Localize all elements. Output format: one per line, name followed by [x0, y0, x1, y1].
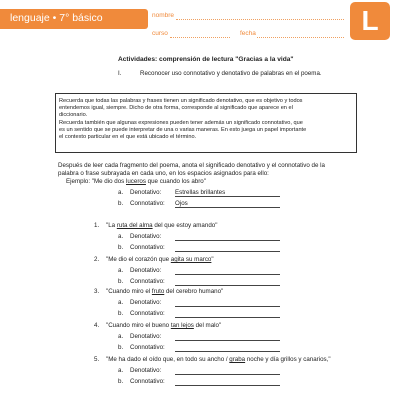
example-connotative-answer: Ojos [175, 200, 188, 207]
underlined-phrase: agita su marco [170, 256, 212, 263]
name-field[interactable] [176, 19, 344, 20]
answer-letter: b. [118, 244, 124, 251]
connotative-answer-line[interactable] [175, 285, 280, 286]
answer-letter: a. [118, 233, 124, 240]
label-a: a. [118, 189, 124, 196]
denotative-answer-line[interactable] [175, 274, 280, 275]
answer-letter: a. [118, 267, 124, 274]
connotative-answer-line[interactable] [175, 317, 280, 318]
course-label: curso [152, 30, 168, 37]
exercise-number: 3. [94, 288, 100, 295]
connotative-answer-line[interactable] [175, 385, 280, 386]
prompt-text: "Me dio el corazón que [106, 256, 171, 263]
denotative-label: Denotativo: [130, 367, 162, 374]
reminder-line: Recuerda también que algunas expresiones pueden tener además un significado connotativo, que [59, 119, 303, 126]
name-label: nombre [152, 12, 175, 19]
answer-letter: b. [118, 344, 124, 351]
answer-letter: b. [118, 310, 124, 317]
exercise-prompt [94, 288, 223, 296]
exercise-number: 5. [94, 356, 100, 363]
prompt-text: "La [106, 222, 117, 229]
prompt-text: del que estoy amando" [152, 222, 218, 229]
connotative-answer-line[interactable] [175, 251, 280, 252]
prompt-text: "Cuando miro el bueno [106, 322, 171, 329]
exercise-prompt [94, 322, 221, 330]
underlined-phrase: fruto [151, 288, 165, 295]
reminder-line: Recuerda que todas las palabras y frases tienen un significado denotativo, que es objetivo y todos [59, 98, 303, 104]
subject-grade-label [10, 12, 103, 24]
reminder-line: es un sentido que se puede interpretar de una o varias maneras. En esto juega un papel importante [59, 126, 307, 133]
underlined-phrase: tan lejos [170, 322, 194, 329]
prompt-text: "Me ha dado el oído que, en todo su ancho / [106, 356, 230, 363]
prompt-text: del cerebro humano" [164, 288, 224, 295]
example-denotative-line [175, 196, 280, 197]
connotative-label: Connotativo: [130, 378, 165, 385]
date-field[interactable] [257, 37, 344, 38]
subject-band [0, 9, 148, 29]
denotative-label: Denotativo: [130, 189, 162, 196]
example-text [66, 178, 206, 186]
exercise-prompt [94, 256, 214, 264]
section-instruction: Reconocer uso connotativo y denotativo de palabras en el poema. [140, 70, 322, 77]
connotative-label: Connotativo: [130, 310, 165, 317]
denotative-answer-line[interactable] [175, 340, 280, 341]
denotative-answer-line[interactable] [175, 374, 280, 375]
prompt-text: "Cuando miro el [106, 288, 152, 295]
label-b: b. [118, 200, 124, 207]
denotative-label: Denotativo: [130, 333, 162, 340]
reminder-box [55, 93, 357, 153]
separator-bullet: • [52, 12, 57, 24]
activity-title: Actividades: comprensión de lectura "Gracias a la vida" [118, 56, 294, 63]
denotative-label: Denotativo: [130, 299, 162, 306]
exercise-number: 4. [94, 322, 100, 329]
connotative-label: Connotativo: [130, 344, 165, 351]
connotative-label: Connotativo: [130, 200, 165, 207]
example-suffix: que cuando los abro" [145, 178, 206, 185]
logo-letter: L [361, 5, 379, 36]
connotative-answer-line[interactable] [175, 351, 280, 352]
denotative-answer-line[interactable] [175, 240, 280, 241]
answer-letter: b. [118, 378, 124, 385]
prompt-text: del malo" [193, 322, 222, 329]
intro-line: palabra o frase subrayada en cada uno, en los espacios asignados para ello: [58, 170, 269, 177]
exercise-number: 2. [94, 256, 100, 263]
answer-letter: a. [118, 367, 124, 374]
grade-label: 7° básico [59, 12, 103, 24]
date-label: fecha [240, 30, 256, 37]
reminder-line: diccionario. [59, 112, 88, 119]
subject-logo [350, 2, 390, 40]
denotative-label: Denotativo: [130, 267, 162, 274]
answer-letter: a. [118, 333, 124, 340]
underlined-phrase: graba [229, 356, 246, 363]
denotative-label: Denotativo: [130, 233, 162, 240]
underlined-phrase: ruta del alma [116, 222, 153, 229]
course-field[interactable] [170, 37, 230, 38]
answer-letter: b. [118, 278, 124, 285]
connotative-label: Connotativo: [130, 278, 165, 285]
reminder-line: el contexto particular en el que está ubicado el término. [59, 134, 197, 141]
reminder-line: entendemos igual, siempre. Dicho de otra forma, corresponde al significado que aparece en el [59, 105, 293, 112]
example-connotative-line [175, 207, 280, 208]
answer-letter: a. [118, 299, 124, 306]
example-denotative-answer: Estrellas brillantes [175, 189, 226, 196]
subject-label: lenguaje [10, 12, 50, 24]
exercise-prompt [94, 356, 331, 364]
prompt-text: noche y día grillos y canarios," [245, 356, 331, 363]
section-numeral: I. [118, 70, 122, 77]
worksheet-header [0, 0, 400, 40]
example-underlined: luceros [125, 178, 146, 185]
intro-line: Después de leer cada fragmento del poema, anota el significado denotativo y el connotativo de la [58, 162, 325, 169]
prompt-text: " [211, 256, 214, 263]
exercise-prompt [94, 222, 217, 230]
example-prefix: Ejemplo: "Me dio dos [66, 178, 126, 185]
connotative-label: Connotativo: [130, 244, 165, 251]
denotative-answer-line[interactable] [175, 306, 280, 307]
exercise-number: 1. [94, 222, 100, 229]
